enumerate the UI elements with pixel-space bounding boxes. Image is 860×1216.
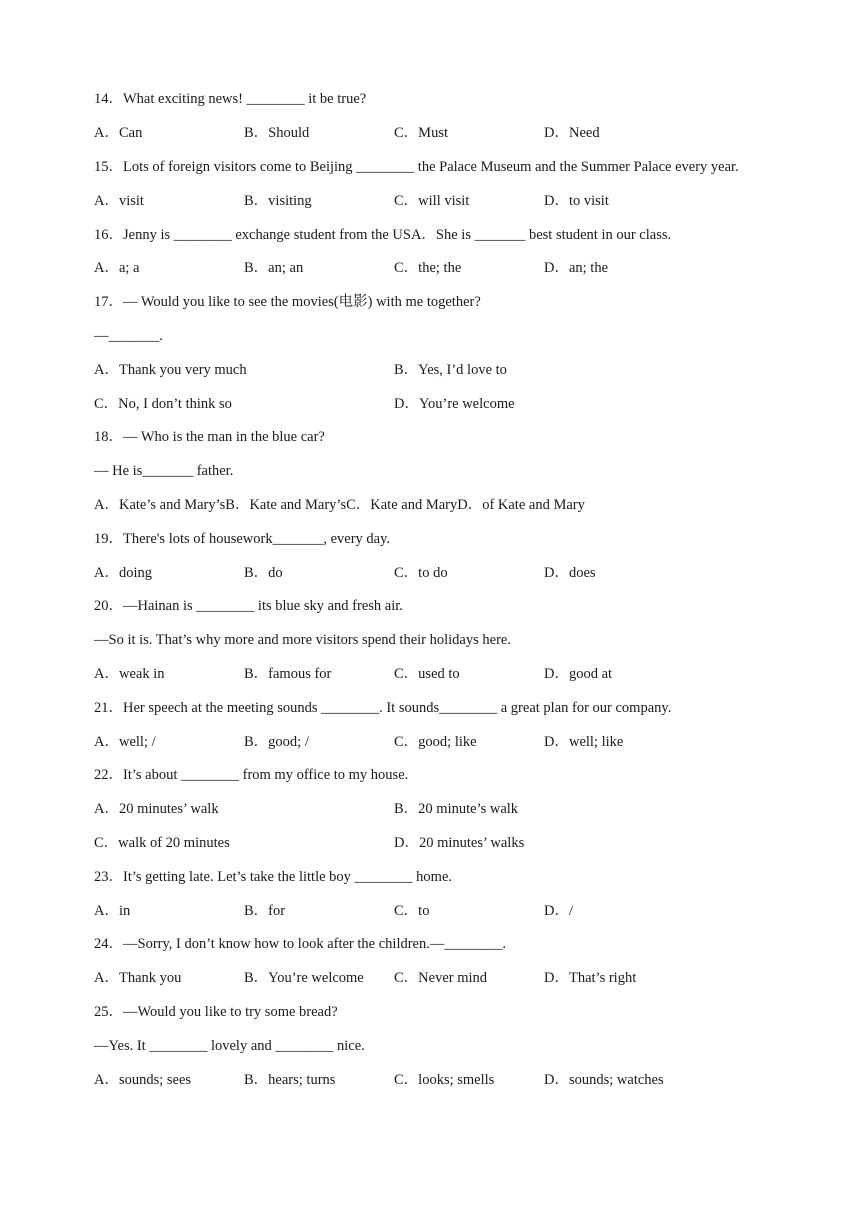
question-stem: 15．Lots of foreign visitors come to Beijing ________ the Palace Museum and the Summer Palace every year. (94, 159, 739, 175)
option-c: C．good; like (394, 734, 477, 750)
option-a: A．visit (94, 193, 144, 209)
question-stem: 17．— Would you like to see the movies(电影) with me together? (94, 294, 481, 310)
option-d: D．That’s right (544, 970, 637, 986)
option-c: C．walk of 20 minutes (94, 835, 230, 851)
option-d: D．sounds; watches (544, 1072, 664, 1088)
option-d: D．You’re welcome (394, 396, 515, 412)
question-stem: 21．Her speech at the meeting sounds ________. It sounds________ a great plan for our company. (94, 700, 672, 716)
question-stem: 23．It’s getting late. Let’s take the little boy ________ home. (94, 869, 453, 885)
option-c: C．will visit (394, 193, 470, 209)
question-stem: 20．—Hainan is ________ its blue sky and fresh air. (94, 598, 403, 614)
option-a: A．sounds; sees (94, 1072, 192, 1088)
option-d: D．well; like (544, 734, 624, 750)
option-a: A．Thank you very much (94, 362, 247, 378)
option-a: A．well; / (94, 734, 156, 750)
option-c: C．to (394, 903, 430, 919)
option-a: A．Thank you (94, 970, 182, 986)
option-d: D．good at (544, 666, 613, 682)
option-c: C．used to (394, 666, 460, 682)
option-c: C．Must (394, 125, 448, 141)
option-c: C．looks; smells (394, 1072, 495, 1088)
option-b: B．for (244, 903, 286, 919)
option-b: B．good; / (244, 734, 309, 750)
option-c: C．the; the (394, 260, 462, 276)
question-stem: 19．There's lots of housework_______, every day. (94, 531, 391, 547)
option-b: B．hears; turns (244, 1072, 336, 1088)
option-b: B．an; an (244, 260, 304, 276)
question-stem: 18．— Who is the man in the blue car? (94, 429, 325, 445)
question-stem: 14．What exciting news! ________ it be true? (94, 91, 367, 107)
options-line: A．Kate’s and Mary’sB．Kate and Mary’sC．Kate and MaryD．of Kate and Mary (94, 497, 585, 513)
option-b: B．Should (244, 125, 310, 141)
question-response: —Yes. It ________ lovely and ________ nice. (94, 1038, 365, 1054)
option-d: D．to visit (544, 193, 609, 209)
option-c: C．No, I don’t think so (94, 396, 232, 412)
option-b: B．You’re welcome (244, 970, 364, 986)
option-a: A．in (94, 903, 131, 919)
option-d: D．Need (544, 125, 600, 141)
option-a: A．Can (94, 125, 143, 141)
option-d: D．20 minutes’ walks (394, 835, 525, 851)
option-b: B．visiting (244, 193, 312, 209)
option-a: A．a; a (94, 260, 140, 276)
question-stem: 22．It’s about ________ from my office to my house. (94, 767, 409, 783)
question-response: —So it is. That’s why more and more visitors spend their holidays here. (94, 632, 511, 648)
option-b: B．Yes, I’d love to (394, 362, 507, 378)
option-d: D．does (544, 565, 596, 581)
question-stem: 25．—Would you like to try some bread? (94, 1004, 338, 1020)
option-b: B．famous for (244, 666, 332, 682)
option-d: D．an; the (544, 260, 609, 276)
option-a: A．doing (94, 565, 152, 581)
option-a: A．20 minutes’ walk (94, 801, 219, 817)
option-c: C．to do (394, 565, 448, 581)
option-d: D．/ (544, 903, 573, 919)
option-b: B．20 minute’s walk (394, 801, 519, 817)
option-c: C．Never mind (394, 970, 488, 986)
question-stem: 16．Jenny is ________ exchange student from the USA．She is _______ best student in our class. (94, 227, 672, 243)
question-response: —_______. (94, 328, 163, 344)
question-stem: 24．—Sorry, I don’t know how to look after the children.—________. (94, 936, 506, 952)
question-response: — He is_______ father. (94, 463, 234, 479)
option-b: B．do (244, 565, 283, 581)
option-a: A．weak in (94, 666, 165, 682)
